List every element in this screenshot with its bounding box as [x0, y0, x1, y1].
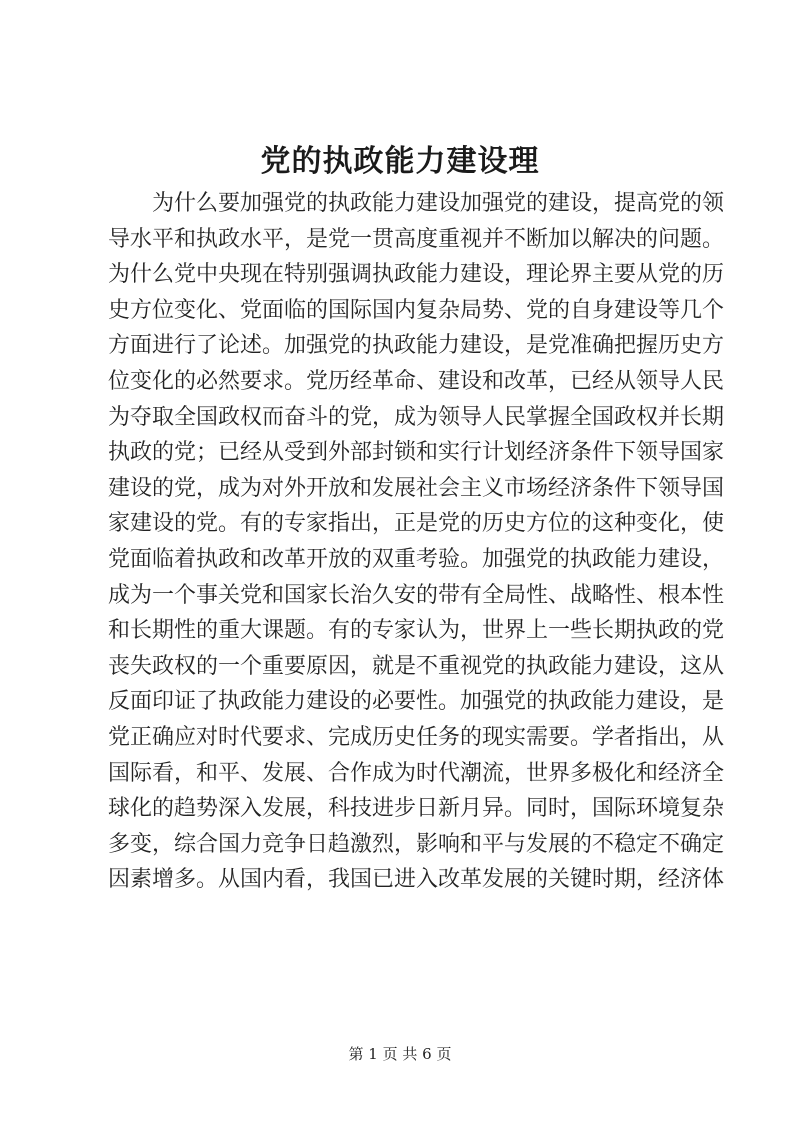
paragraph-line: 方面进行了论述。加强党的执政能力建设，是党准确把握历史方: [108, 333, 725, 359]
paragraph-line: 为夺取全国政权而奋斗的党，成为领导人民掌握全国政权并长期: [108, 404, 725, 430]
paragraph-line: 建设的党，成为对外开放和发展社会主义市场经济条件下领导国: [108, 475, 725, 501]
paragraph-line: 反面印证了执政能力建设的必要性。加强党的执政能力建设，是: [108, 689, 725, 715]
paragraph-line: 成为一个事关党和国家长治久安的带有全局性、战略性、根本性: [108, 582, 725, 608]
paragraph-line: 多变，综合国力竞争日趋激烈，影响和平与发展的不稳定不确定: [108, 831, 725, 857]
paragraph-line: 党面临着执政和改革开放的双重考验。加强党的执政能力建设，: [108, 546, 725, 572]
paragraph-line: 因素增多。从国内看，我国已进入改革发展的关键时期，经济体: [108, 867, 725, 893]
page-number-footer: 第 1 页 共 6 页: [348, 1045, 452, 1063]
document-title: 党的执政能力建设理: [260, 144, 540, 179]
paragraph-line: 为什么要加强党的执政能力建设加强党的建设，提高党的领: [152, 191, 725, 216]
paragraph-line: 球化的趋势深入发展，科技进步日新月异。同时，国际环境复杂: [108, 796, 725, 822]
paragraph-line: 导水平和执政水平，是党一贯高度重视并不断加以解决的问题。: [108, 226, 725, 252]
body-paragraph: [108, 186, 725, 898]
paragraph-line: 位变化的必然要求。党历经革命、建设和改革，已经从领导人民: [108, 368, 725, 394]
paragraph-line: 丧失政权的一个重要原因，就是不重视党的执政能力建设，这从: [108, 653, 725, 679]
paragraph-line: 史方位变化、党面临的国际国内复杂局势、党的自身建设等几个: [108, 297, 725, 323]
paragraph-line: 国际看，和平、发展、合作成为时代潮流，世界多极化和经济全: [108, 760, 725, 786]
paragraph-line: 党正确应对时代要求、完成历史任务的现实需要。学者指出，从: [108, 724, 725, 750]
paragraph-line: 家建设的党。有的专家指出，正是党的历史方位的这种变化，使: [108, 511, 725, 537]
paragraph-line: 和长期性的重大课题。有的专家认为，世界上一些长期执政的党: [108, 618, 725, 644]
paragraph-line: 为什么党中央现在特别强调执政能力建设，理论界主要从党的历: [108, 262, 725, 288]
paragraph-line: 执政的党；已经从受到外部封锁和实行计划经济条件下领导国家: [108, 440, 725, 466]
